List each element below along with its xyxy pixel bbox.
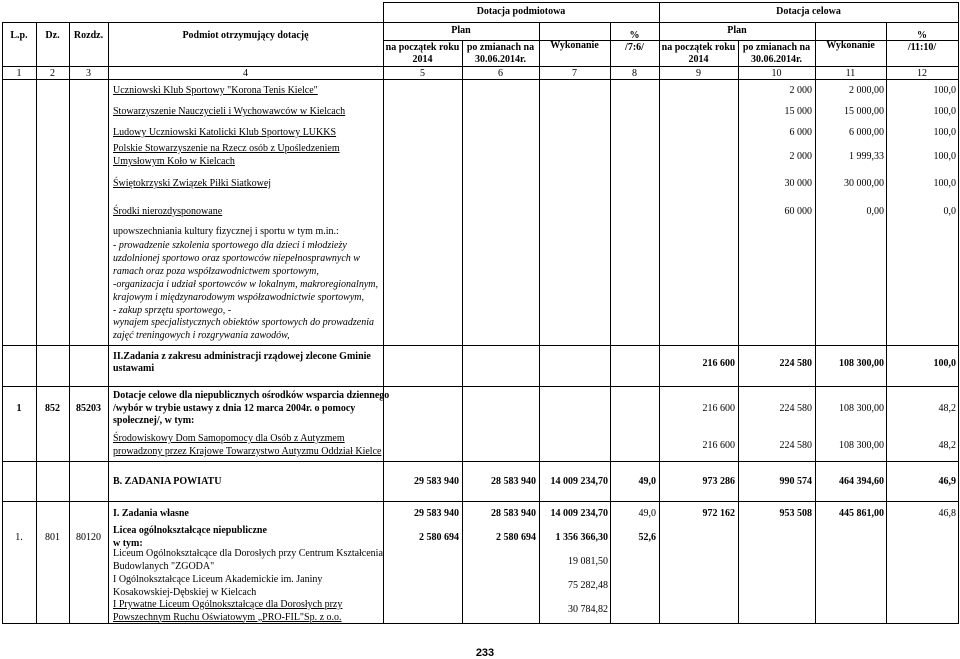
colnum: 8 — [632, 68, 637, 79]
row-name: Uczniowski Klub Sportowy "Korona Tenis Kielce" — [113, 85, 318, 96]
row-plan: 216 600 — [702, 440, 735, 451]
sub-item-value: 30 784,82 — [568, 604, 608, 615]
row-name: Liceа ogólnokształcące niepubliczne w tym: — [113, 525, 267, 549]
header-pct-celowa: % /11:10/ — [907, 30, 937, 53]
header-pct: % /7:6/ — [625, 30, 644, 53]
colnum: 6 — [498, 68, 503, 79]
row-wykonanie: 6 000,00 — [849, 127, 884, 138]
row-plan: 2 000 — [789, 151, 812, 162]
row-pct-celowa: 46,9 — [938, 476, 956, 487]
header-dotacja-podmiotowa: Dotacja podmiotowa — [476, 6, 566, 17]
row-plan2-celowa: 990 574 — [779, 476, 812, 487]
row-plan2: 224 580 — [779, 403, 812, 414]
sub-item-name: I Prywatne Liceum Ogólnokształcące dla Dorosłych przy Powszechnym Ruchu Oświatowym „PRO-FIL"Sp. z o.o. — [113, 599, 343, 623]
row-plan2: 224 580 — [779, 440, 812, 451]
row-lp: 1 — [16, 403, 22, 414]
row-wykonanie: 108 300,00 — [839, 440, 884, 451]
colnum: 9 — [696, 68, 701, 79]
header-dz: Dz. — [45, 30, 60, 41]
row-wykonanie: 30 000,00 — [844, 178, 884, 189]
row-name: B. ZADANIA POWIATU — [113, 476, 222, 487]
colnum: 4 — [243, 68, 248, 79]
row-plan: 6 000 — [789, 127, 812, 138]
row-plan2: 2 580 694 — [496, 532, 536, 543]
colnum: 2 — [50, 68, 55, 79]
row-name: Ludowy Uczniowski Katolicki Klub Sportowy LUKKS — [113, 127, 337, 138]
row-name: Świętokrzyski Związek Piłki Siatkowej — [113, 178, 272, 189]
row-pct: 100,0 — [933, 151, 956, 162]
sub-item-name: I Ogólnokształcące Liceum Akademickie im. Janiny Kosakowskiej-Dębskiej w Kielcach — [113, 574, 323, 598]
row-plan: 29 583 940 — [414, 508, 459, 519]
header-plan2-zmiany: po zmianach na 30.06.2014r. — [742, 42, 811, 65]
row-pct: 48,2 — [938, 403, 956, 414]
row-plan-celowa: 972 162 — [702, 508, 735, 519]
row-name-line: Umysłowym Koło w Kielcach — [113, 156, 235, 167]
row-wykonanie: 1 999,33 — [849, 151, 884, 162]
header-plan-zmiany: po zmianach na 30.06.2014r. — [466, 42, 535, 65]
row-name: Stowarzyszenie Nauczycieli i Wychowawców w Kielcach — [113, 106, 346, 117]
row-plan: 30 000 — [784, 178, 812, 189]
colnum: 11 — [845, 68, 856, 79]
row-pct: 100,0 — [933, 85, 956, 96]
row-plan2: 28 583 940 — [491, 508, 536, 519]
row-plan: 60 000 — [784, 206, 812, 217]
row-name: I. Zadania własne — [113, 508, 189, 519]
row-pct: 100,0 — [933, 127, 956, 138]
row-name: Środki nierozdysponowane — [113, 206, 223, 217]
row-plan-celowa: 973 286 — [702, 476, 735, 487]
row-plan: 15 000 — [784, 106, 812, 117]
header-plan-poczatek: na początek roku 2014 — [385, 42, 460, 65]
row-pct: 52,6 — [638, 532, 656, 543]
row-pct: 49,0 — [638, 476, 656, 487]
row-wykonanie: 108 300,00 — [839, 403, 884, 414]
row-name-line: Środowiskowy Dom Samopomocy dla Osób z Autyzmem — [113, 433, 345, 444]
header-plan-celowa: Plan — [727, 25, 747, 36]
row-plan2: 28 583 940 — [491, 476, 536, 487]
header-rozdz: Rozdz. — [73, 30, 104, 41]
row-rozdz: 85203 — [76, 403, 101, 414]
header-dotacja-celowa: Dotacja celowa — [776, 6, 841, 17]
colnum: 10 — [771, 68, 782, 79]
row-dz: 852 — [45, 403, 60, 414]
row-wykonanie: 0,00 — [866, 206, 884, 217]
header-lp: L.p. — [10, 30, 28, 41]
row-wykonanie: 1 356 366,30 — [555, 532, 608, 543]
row-wykonanie: 2 000,00 — [849, 85, 884, 96]
row-pct: 100,0 — [933, 106, 956, 117]
row-rozdz: 80120 — [76, 532, 101, 543]
row-wykonanie-celowa: 445 861,00 — [839, 508, 884, 519]
row-description-head: upowszechniania kultury fizycznej i sportu w tym m.in.: — [113, 226, 339, 237]
colnum: 7 — [572, 68, 577, 79]
row-plan: 29 583 940 — [414, 476, 459, 487]
colnum: 3 — [86, 68, 91, 79]
row-plan: 216 600 — [702, 403, 735, 414]
row-description: - prowadzenie szkolenia sportowego dla dzieci i młodzieży uzdolnionej sportowo oraz sportowców niepełnosprawnych w ramach oraz poza współzawodnictwem sportowym, -organizacja i udział sportowców w lokalnym, makroregionalnym, krajowym i międzynarodowym współzawodnictwie sportowym, - zakup sprzętu sportowego, - wynajem specjalistycznych obiektów sportowych do prowadzenia zajęć treningowych i rozgrywania zawodów, — [113, 240, 378, 342]
row-plan2: 224 580 — [779, 358, 812, 369]
header-podmiot: Podmiot otrzymujący dotację — [182, 30, 309, 41]
row-plan: 2 000 — [789, 85, 812, 96]
row-plan2-celowa: 953 508 — [779, 508, 812, 519]
header-wykonanie: Wykonanie — [550, 40, 599, 51]
colnum: 1 — [16, 68, 22, 79]
row-wykonanie: 14 009 234,70 — [550, 476, 608, 487]
row-plan: 216 600 — [702, 358, 735, 369]
sub-item-value: 19 081,50 — [568, 556, 608, 567]
row-name: II.Zadania z zakresu administracji rządowej zlecone Gminie ustawami — [113, 351, 371, 374]
sub-item-name: Liceum Ogólnokształcące dla Dorosłych przy Centrum Kształcenia Budowlanych "ZGODA" — [113, 548, 383, 572]
row-wykonanie-celowa: 464 394,60 — [839, 476, 884, 487]
header-plan: Plan — [451, 25, 471, 36]
row-wykonanie: 14 009 234,70 — [550, 508, 608, 519]
row-name: Dotacje celowe dla niepublicznych ośrodków wsparcia dziennego /wybór w trybie ustawy z dnia 12 marca 2004r. o pomocy społecznej/, w tym: — [113, 390, 390, 426]
page-number: 233 — [475, 647, 495, 659]
row-pct-celowa: 46,8 — [938, 508, 956, 519]
row-wykonanie: 15 000,00 — [844, 106, 884, 117]
row-lp: 1. — [15, 532, 23, 543]
colnum: 12 — [917, 68, 927, 79]
sub-item-value: 75 282,48 — [568, 580, 608, 591]
row-name-line: Polskie Stowarzyszenie na Rzecz osób z Upośledzeniem — [113, 143, 340, 154]
row-name-line: prowadzony przez Krajowe Towarzystwo Autyzmu Oddział Kielce — [113, 446, 382, 457]
header-plan2-poczatek: na początek roku 2014 — [661, 42, 736, 65]
colnum: 5 — [420, 68, 425, 79]
row-pct: 49,0 — [638, 508, 656, 519]
row-plan: 2 580 694 — [419, 532, 459, 543]
row-wykonanie: 108 300,00 — [839, 358, 884, 369]
row-dz: 801 — [45, 532, 60, 543]
row-pct: 100,0 — [933, 178, 956, 189]
row-pct: 48,2 — [938, 440, 956, 451]
header-wykonanie-celowa: Wykonanie — [826, 40, 875, 51]
row-pct: 0,0 — [943, 206, 956, 217]
row-pct: 100,0 — [933, 358, 956, 369]
